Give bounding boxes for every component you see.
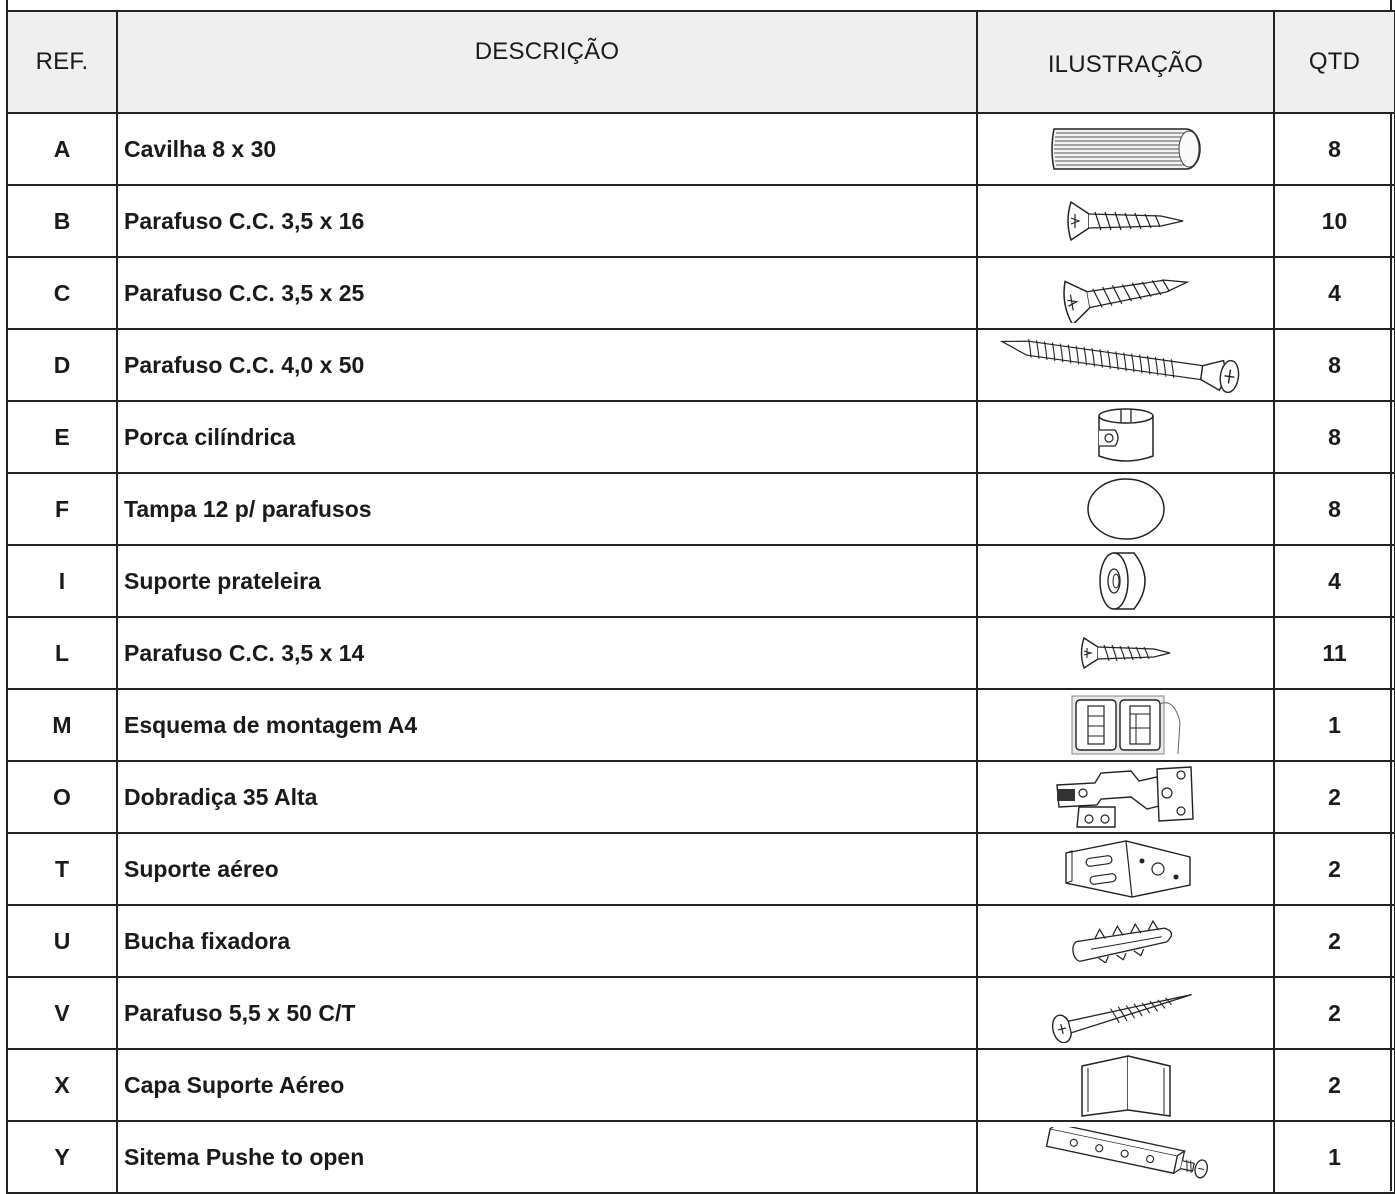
assembly-sheet-icon — [1066, 692, 1186, 758]
table-row — [7, 761, 1395, 833]
table-row — [7, 617, 1395, 689]
row-ref: F — [7, 473, 117, 545]
row-description: Parafuso C.C. 3,5 x 16 — [117, 185, 977, 257]
row-quantity: 4 — [1274, 257, 1395, 329]
table-row — [7, 689, 1395, 761]
row-ref: V — [7, 977, 117, 1049]
row-quantity: 10 — [1274, 185, 1395, 257]
row-ref: B — [7, 185, 117, 257]
table-row — [7, 257, 1395, 329]
screw-icon — [1056, 263, 1196, 323]
row-ref: D — [7, 329, 117, 401]
row-quantity: 8 — [1274, 401, 1395, 473]
row-illustration — [977, 833, 1274, 905]
row-ref: L — [7, 617, 117, 689]
row-quantity: 2 — [1274, 833, 1395, 905]
row-quantity: 2 — [1274, 905, 1395, 977]
row-description: Sitema Pushe to open — [117, 1121, 977, 1193]
row-illustration — [977, 1121, 1274, 1193]
table-row — [7, 545, 1395, 617]
row-illustration — [977, 401, 1274, 473]
table-row — [7, 113, 1395, 185]
row-illustration — [977, 185, 1274, 257]
table-row — [7, 473, 1395, 545]
row-illustration — [977, 1049, 1274, 1121]
row-quantity: 11 — [1274, 617, 1395, 689]
table-row — [7, 905, 1395, 977]
row-illustration — [977, 905, 1274, 977]
row-illustration — [977, 257, 1274, 329]
hinge-icon — [1051, 763, 1201, 831]
row-illustration — [977, 113, 1274, 185]
row-description: Esquema de montagem A4 — [117, 689, 977, 761]
row-ref: C — [7, 257, 117, 329]
table-row — [7, 401, 1395, 473]
table-row — [7, 833, 1395, 905]
table-row — [7, 1049, 1395, 1121]
row-description: Dobradiça 35 Alta — [117, 761, 977, 833]
table-row — [7, 977, 1395, 1049]
row-ref: A — [7, 113, 117, 185]
row-ref: X — [7, 1049, 117, 1121]
row-quantity: 8 — [1274, 329, 1395, 401]
row-illustration — [977, 761, 1274, 833]
shelf-support-icon — [1094, 549, 1158, 613]
screw-icon — [1076, 633, 1176, 673]
row-quantity: 1 — [1274, 1121, 1395, 1193]
row-ref: M — [7, 689, 117, 761]
dowel-icon — [1046, 119, 1206, 179]
row-description: Suporte aéreo — [117, 833, 977, 905]
wall-plug-icon — [1066, 919, 1186, 963]
row-illustration — [977, 977, 1274, 1049]
push-to-open-icon — [1036, 1127, 1216, 1187]
row-illustration — [977, 689, 1274, 761]
row-description: Bucha fixadora — [117, 905, 977, 977]
row-description: Parafuso 5,5 x 50 C/T — [117, 977, 977, 1049]
wall-bracket-icon — [1056, 837, 1196, 901]
header-description: DESCRIÇÃO — [117, 11, 977, 113]
row-ref: I — [7, 545, 117, 617]
screw-cap-icon — [1085, 476, 1167, 542]
row-illustration — [977, 617, 1274, 689]
row-description: Parafuso C.C. 3,5 x 25 — [117, 257, 977, 329]
row-illustration — [977, 545, 1274, 617]
row-ref: O — [7, 761, 117, 833]
long-screw-icon — [996, 333, 1256, 397]
table-header-row — [7, 11, 1395, 113]
cylinder-nut-icon — [1091, 406, 1161, 468]
row-quantity: 2 — [1274, 761, 1395, 833]
row-quantity: 4 — [1274, 545, 1395, 617]
row-ref: E — [7, 401, 117, 473]
bracket-cover-icon — [1076, 1052, 1176, 1118]
row-description: Cavilha 8 x 30 — [117, 113, 977, 185]
header-ref: REF. — [7, 11, 117, 113]
row-ref: T — [7, 833, 117, 905]
row-ref: Y — [7, 1121, 117, 1193]
row-quantity: 1 — [1274, 689, 1395, 761]
row-illustration — [977, 329, 1274, 401]
row-quantity: 8 — [1274, 473, 1395, 545]
row-description: Porca cilíndrica — [117, 401, 977, 473]
row-description: Suporte prateleira — [117, 545, 977, 617]
row-quantity: 8 — [1274, 113, 1395, 185]
row-description: Parafuso C.C. 4,0 x 50 — [117, 329, 977, 401]
row-description: Parafuso C.C. 3,5 x 14 — [117, 617, 977, 689]
table-row — [7, 1121, 1395, 1193]
table-row — [7, 185, 1395, 257]
header-quantity: QTD — [1274, 11, 1395, 113]
row-quantity: 2 — [1274, 1049, 1395, 1121]
row-quantity: 2 — [1274, 977, 1395, 1049]
screw-icon — [1061, 196, 1191, 246]
row-illustration — [977, 473, 1274, 545]
row-ref: U — [7, 905, 117, 977]
row-description: Capa Suporte Aéreo — [117, 1049, 977, 1121]
row-description: Tampa 12 p/ parafusos — [117, 473, 977, 545]
parts-table — [6, 10, 1395, 1194]
table-row — [7, 329, 1395, 401]
screw-icon — [1046, 983, 1206, 1043]
header-illustration: ILUSTRAÇÃO — [977, 11, 1274, 113]
